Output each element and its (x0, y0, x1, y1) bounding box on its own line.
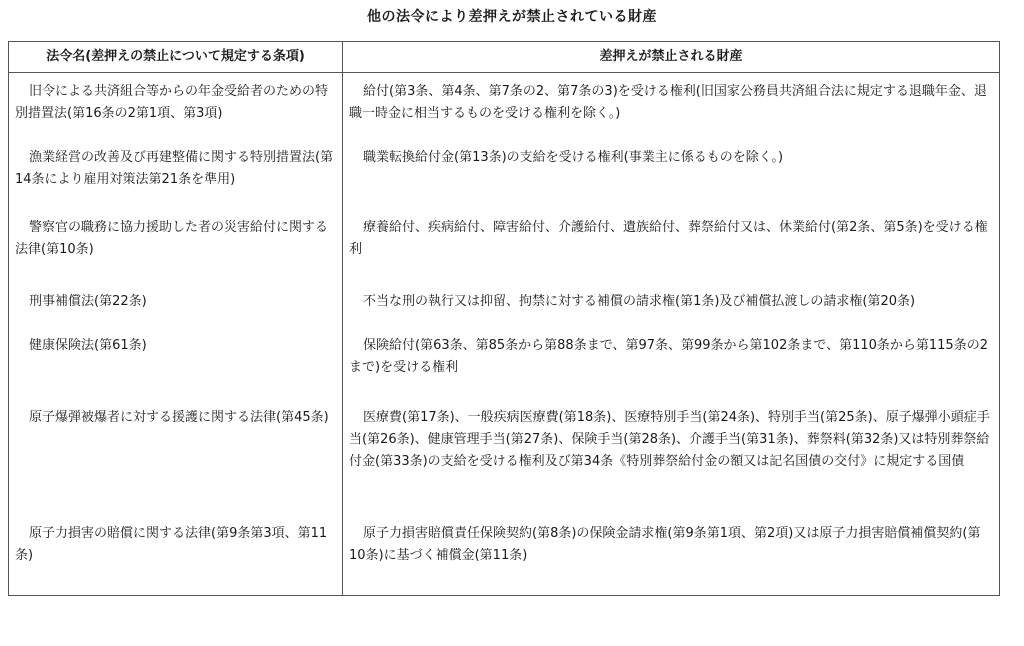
table-row (9, 515, 1000, 596)
column-header-law: 法令名(差押えの禁止について規定する条項) (9, 42, 343, 73)
table-row (9, 73, 1000, 140)
law-name: 健康保険法(第61条) (29, 338, 147, 353)
property-cell (343, 327, 1000, 399)
property-cell (343, 283, 1000, 327)
table-row (9, 209, 1000, 283)
exempt-property: 医療費(第17条)、一般疾病医療費(第18条)、医療特別手当(第24条)、特別手当(第25条)、原子爆弾小頭症手当(第26条)、健康管理手当(第27条)、保険手当(第28条)、介護手当(第31条)、葬祭料(第32条)又は特別葬祭給付金(第33条)の支給を受ける権利及び第34条《特別葬祭給付金の額又は記名国債の交付》に規定する国債 (349, 410, 990, 469)
law-name: 警察官の職務に協力援助した者の災害給付に関する法律(第10条) (15, 220, 329, 257)
property-cell (343, 139, 1000, 209)
law-table (8, 41, 1000, 596)
column-header-property: 差押えが禁止される財産 (343, 42, 1000, 73)
property-cell (343, 515, 1000, 596)
exempt-property: 給付(第3条、第4条、第7条の2、第7条の3)を受ける権利(旧国家公務員共済組合法に規定する退職年金、退職一時金に相当するものを受ける権利を除く。) (349, 84, 987, 121)
exempt-property: 職業転換給付金(第13条)の支給を受ける権利(事業主に係るものを除く。) (363, 150, 784, 165)
law-cell (9, 283, 343, 327)
table-row (9, 139, 1000, 209)
table-row (9, 399, 1000, 515)
exempt-property: 原子力損害賠償責任保険契約(第8条)の保険金請求権(第9条第1項、第2項)又は原子力損害賠償補償契約(第10条)に基づく補償金(第11条) (349, 526, 981, 563)
property-cell (343, 209, 1000, 283)
law-cell (9, 209, 343, 283)
law-cell (9, 399, 343, 515)
table-row (9, 283, 1000, 327)
exempt-property: 保険給付(第63条、第85条から第88条まで、第97条、第99条から第102条まで、第110条から第115条の2まで)を受ける権利 (349, 338, 988, 375)
law-name: 刑事補償法(第22条) (29, 294, 147, 309)
law-cell (9, 515, 343, 596)
law-cell (9, 73, 343, 140)
document-title: 他の法令により差押えが禁止されている財産 (367, 9, 657, 25)
law-name: 原子力損害の賠償に関する法律(第9条第3項、第11条) (15, 526, 328, 563)
exempt-property: 療養給付、疾病給付、障害給付、介護給付、遺族給付、葬祭給付又は、休業給付(第2条、第5条)を受ける権利 (349, 220, 988, 257)
law-name: 原子爆弾被爆者に対する援護に関する法律(第45条) (29, 410, 329, 425)
law-cell (9, 139, 343, 209)
table-row (9, 327, 1000, 399)
law-name: 漁業経営の改善及び再建整備に関する特別措置法(第14条により雇用対策法第21条を準用) (15, 150, 334, 187)
exempt-property: 不当な刑の執行又は抑留、拘禁に対する補償の請求権(第1条)及び補償払渡しの請求権(第20条) (363, 294, 916, 309)
law-name: 旧令による共済組合等からの年金受給者のための特別措置法(第16条の2第1項、第3項) (15, 84, 329, 121)
table-header-row (9, 42, 1000, 73)
property-cell (343, 73, 1000, 140)
law-cell (9, 327, 343, 399)
property-cell (343, 399, 1000, 515)
